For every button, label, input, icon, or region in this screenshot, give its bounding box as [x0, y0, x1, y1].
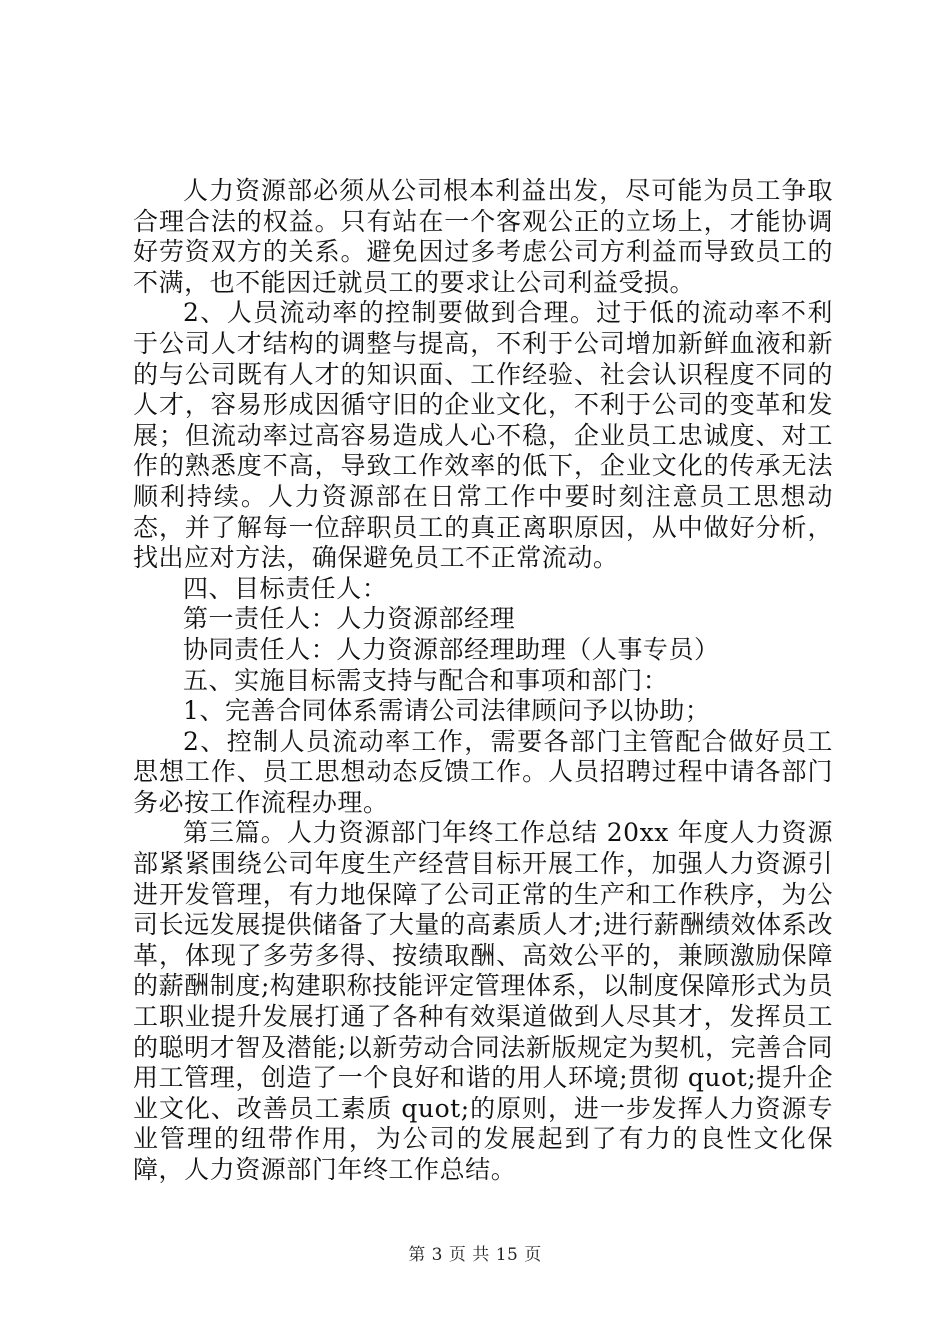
paragraph-hr-interests: 人力资源部必须从公司根本利益出发，尽可能为员工争取合理合法的权益。只有站在一个客观公正的立场上，才能协调好劳资双方的关系。避免因过多考虑公司方利益而导致员工的不满，也不能因迁就员工的要求让公司利益受损。	[133, 176, 833, 297]
document-body	[133, 176, 833, 1186]
paragraph-turnover-support: 2、控制人员流动率工作，需要各部门主管配合做好员工思想工作、员工思想动态反馈工作。人员招聘过程中请各部门务必按工作流程办理。	[133, 726, 833, 817]
heading-responsible-persons: 四、目标责任人：	[183, 573, 388, 603]
heading-support-departments: 五、实施目标需支持与配合和事项和部门：	[183, 665, 669, 695]
page-footer: 第 3 页 共 15 页	[408, 1245, 542, 1265]
paragraph-contract-support: 1、完善合同体系需请公司法律顾问予以协助；	[183, 696, 711, 726]
paragraph-co-responsible: 协同责任人：人力资源部经理助理（人事专员）	[183, 634, 720, 664]
paragraph-first-responsible: 第一责任人：人力资源部经理	[183, 604, 516, 634]
paragraph-turnover-control: 2、人员流动率的控制要做到合理。过于低的流动率不利于公司人才结构的调整与提高，不利于公司增加新鲜血液和新的与公司既有人才的知识面、工作经验、社会认识程度不同的人才，容易形成因循守旧的企业文化，不利于公司的变革和发展；但流动率过高容易造成人心不稳，企业员工忠诚度、对工作的熟悉度不高，导致工作效率的低下，企业文化的传承无法顺利持续。人力资源部在日常工作中要时刻注意员工思想动态，并了解每一位辞职员工的真正离职原因，从中做好分析，找出应对方法，确保避免员工不正常流动。	[133, 298, 833, 573]
paragraph-third-article: 第三篇。人力资源部门年终工作总结 20xx 年度人力资源部紧紧围绕公司年度生产经营目标开展工作，加强人力资源引进开发管理，有力地保障了公司正常的生产和工作秩序，为公司长远发展提供储备了大量的高素质人才;进行薪酬绩效体系改革，体现了多劳多得、按绩取酬、高效公平的，兼顾激励保障的薪酬制度;构建职称技能评定管理体系，以制度保障形式为员工职业提升发展打通了各种有效渠道做到人尽其才，发挥员工的聪明才智及潜能;以新劳动合同法新版规定为契机，完善合同用工管理，创造了一个良好和谐的用人环境;贯彻 quot;提升企业文化、改善员工素质 quot;的原则，进一步发挥人力资源专业管理的纽带作用，为公司的发展起到了有力的良性文化保障，人力资源部门年终工作总结。	[133, 818, 833, 1184]
